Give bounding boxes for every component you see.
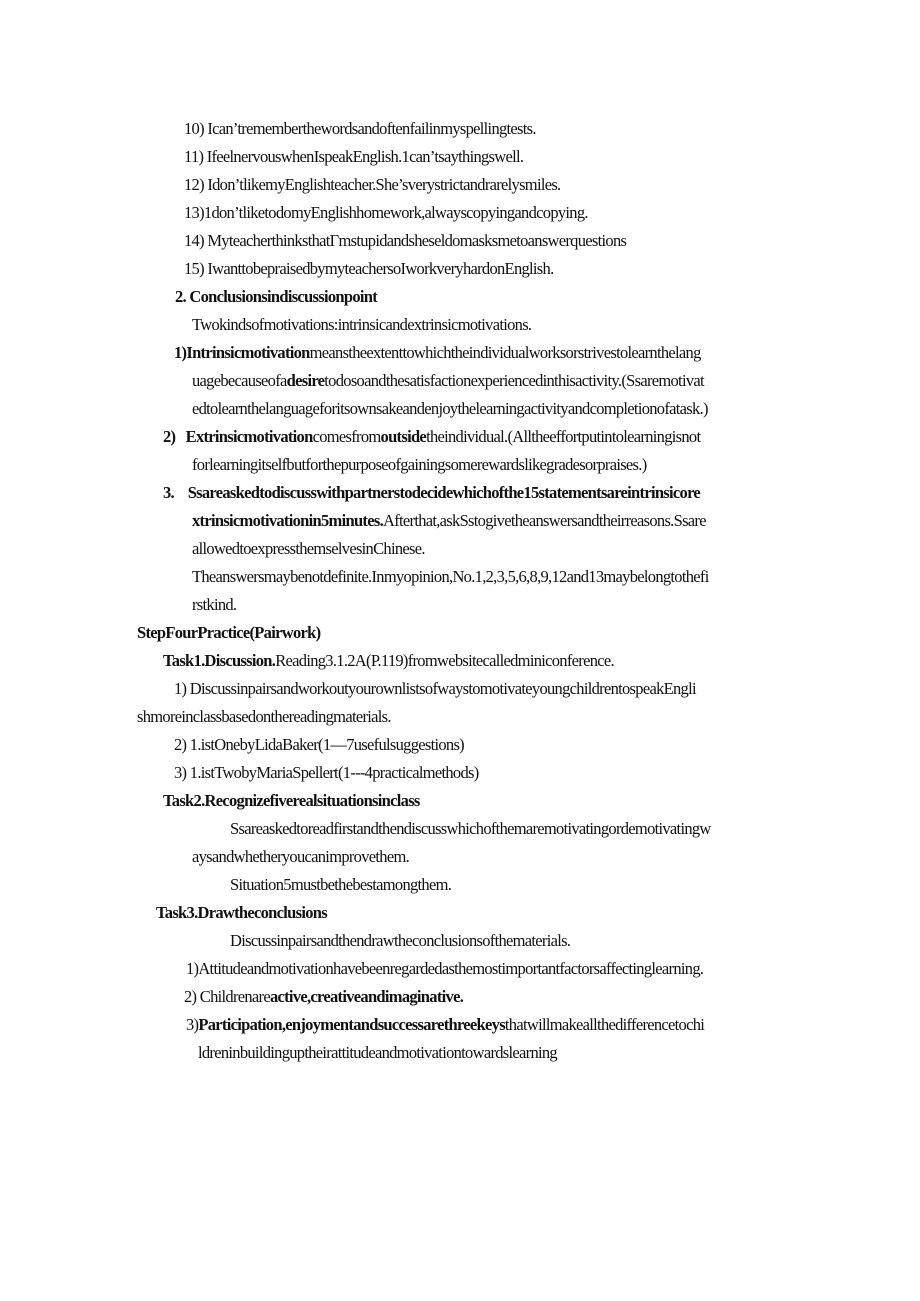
c2-bold: active,creativeandimaginative.	[269, 987, 464, 1006]
task3-intro: Discussinpairsandthendrawtheconclusionsofthematerials.	[230, 931, 571, 950]
point3-bold1: Ssareaskedtodiscusswithpartnerstodecidewhichofthe15statementsareintrinsicore	[187, 483, 701, 502]
task2-text2: aysandwhetheryoucanimprovethem.	[192, 847, 410, 866]
point3-line2	[192, 510, 706, 532]
statement-11: 11) IfeelnervouswhenIspeakEnglish.1can’tsaythingswell.	[184, 147, 524, 166]
task1-line	[163, 650, 614, 672]
c2-num: 2) Childrenare	[184, 987, 270, 1006]
task2-text1: Ssareaskedtoreadfirstandthendiscusswhichofthemaremotivatingordemotivatingw	[230, 819, 711, 838]
intrinsic-paragraph-line3: edtolearnthelanguageforitsownsakeandenjoythelearningactivityandcompletionofatask.)	[192, 399, 708, 418]
point3-line1	[163, 482, 700, 504]
step-four-heading: StepFourPractice(Pairwork)	[137, 623, 321, 642]
intrinsic-num: 1)	[174, 343, 187, 362]
intrinsic-paragraph-line1	[174, 342, 701, 364]
task1-item2: 2) 1.istOnebyLidaBaker(1—7usefulsuggestions)	[174, 735, 464, 754]
task2-label: Task2.Recognizefiverealsituationsinclass	[163, 791, 420, 810]
task1-text: Reading3.1.2A(P.119)fromwebsitecalledminiconference.	[275, 651, 614, 670]
conclusions-heading: 2. Conclusionsindiscussionpoint	[175, 287, 378, 306]
extrinsic-term: Extrinsicmotivation	[185, 427, 313, 446]
point3-text2: Afterthat,askSstogivetheanswersandtheirreasons.Ssare	[383, 511, 706, 530]
extrinsic-paragraph-line1	[163, 426, 700, 448]
desire-keyword: desire	[286, 371, 325, 390]
c3-num: 3)	[186, 1015, 199, 1034]
statement-13: 13)1don’tliketodomyEnglishhomework,alwayscopyingandcopying.	[184, 203, 588, 222]
task3-conclusion-1: 1)Attitudeandmotivationhavebeenregardedasthemostimportantfactorsaffectinglearning.	[186, 959, 704, 978]
intrinsic-term: Intrinsicmotivation	[186, 343, 310, 362]
statement-10: 10) Ican’trememberthewordsandoftenfailinmyspellingtests.	[184, 119, 536, 138]
c3-bold: Participation,enjoymentandsuccessarethreekeys	[198, 1015, 505, 1034]
intrinsic-paragraph-line2	[192, 370, 704, 392]
statement-15: 15) IwanttobepraisedbymyteachersoIworkveryhardonEnglish.	[184, 259, 554, 278]
extrinsic-num: 2)	[163, 427, 176, 446]
point3-line5: rstkind.	[192, 595, 237, 614]
outside-keyword: outside	[380, 427, 427, 446]
task1-item1-line1: 1) DiscussinpairsandworkoutyourownlistsofwaystomotivateyoungchildrentospeakEngli	[174, 679, 696, 698]
c3-text: thatwillmakeallthedifferencetochi	[504, 1015, 705, 1034]
point3-num: 3.	[163, 483, 174, 502]
intrinsic-line2a: uagebecauseofa	[192, 371, 287, 390]
task1-item3: 3) 1.istTwobyMariaSpellert(1---4practicalmethods)	[174, 763, 479, 782]
statement-12: 12) Idon’tlikemyEnglishteacher.She’sverystrictandrarelysmiles.	[184, 175, 561, 194]
extrinsic-text1: comesfrom	[312, 427, 381, 446]
statement-14: 14) MyteacherthinksthatΓmstupidandsheseldomasksmetoanswerquestions	[184, 231, 627, 250]
task1-label: Task1.Discussion.	[163, 651, 276, 670]
task2-text3: Situation5mustbethebestamongthem.	[230, 875, 452, 894]
task3-conclusion-2	[184, 986, 463, 1008]
extrinsic-text2: theindividual.(Alltheeffortputintolearningisnot	[426, 427, 701, 446]
task3-label: Task3.Drawtheconclusions	[156, 903, 328, 922]
task1-item1-line2: shmoreinclassbasedonthereadingmaterials.	[137, 707, 391, 726]
point3-bold2: xtrinsicmotivationin5minutes.	[192, 511, 383, 530]
intrinsic-text: meanstheextenttowhichtheindividualworksorstrivestolearnthelang	[309, 343, 701, 362]
conclusions-intro: Twokindsofmotivations:intrinsicandextrinsicmotivations.	[192, 315, 532, 334]
task3-conclusion-3	[186, 1014, 704, 1036]
task3-conclusion-3-line2: ldreninbuildinguptheirattitudeandmotivationtowardslearning	[198, 1043, 557, 1062]
intrinsic-line2b: todosoandthesatisfactionexperiencedinthisactivity.(Ssaremotivat	[324, 371, 704, 390]
point3-line3: allowedtoexpressthemselvesinChinese.	[192, 539, 425, 558]
extrinsic-paragraph-line2: forlearningitselfbutforthepurposeofgainingsomerewardslikegradesorpraises.)	[192, 455, 647, 474]
point3-line4: Theanswersmaybenotdefinite.Inmyopinion,No.1,2,3,5,6,8,9,12and13maybelongtothefi	[192, 567, 709, 586]
